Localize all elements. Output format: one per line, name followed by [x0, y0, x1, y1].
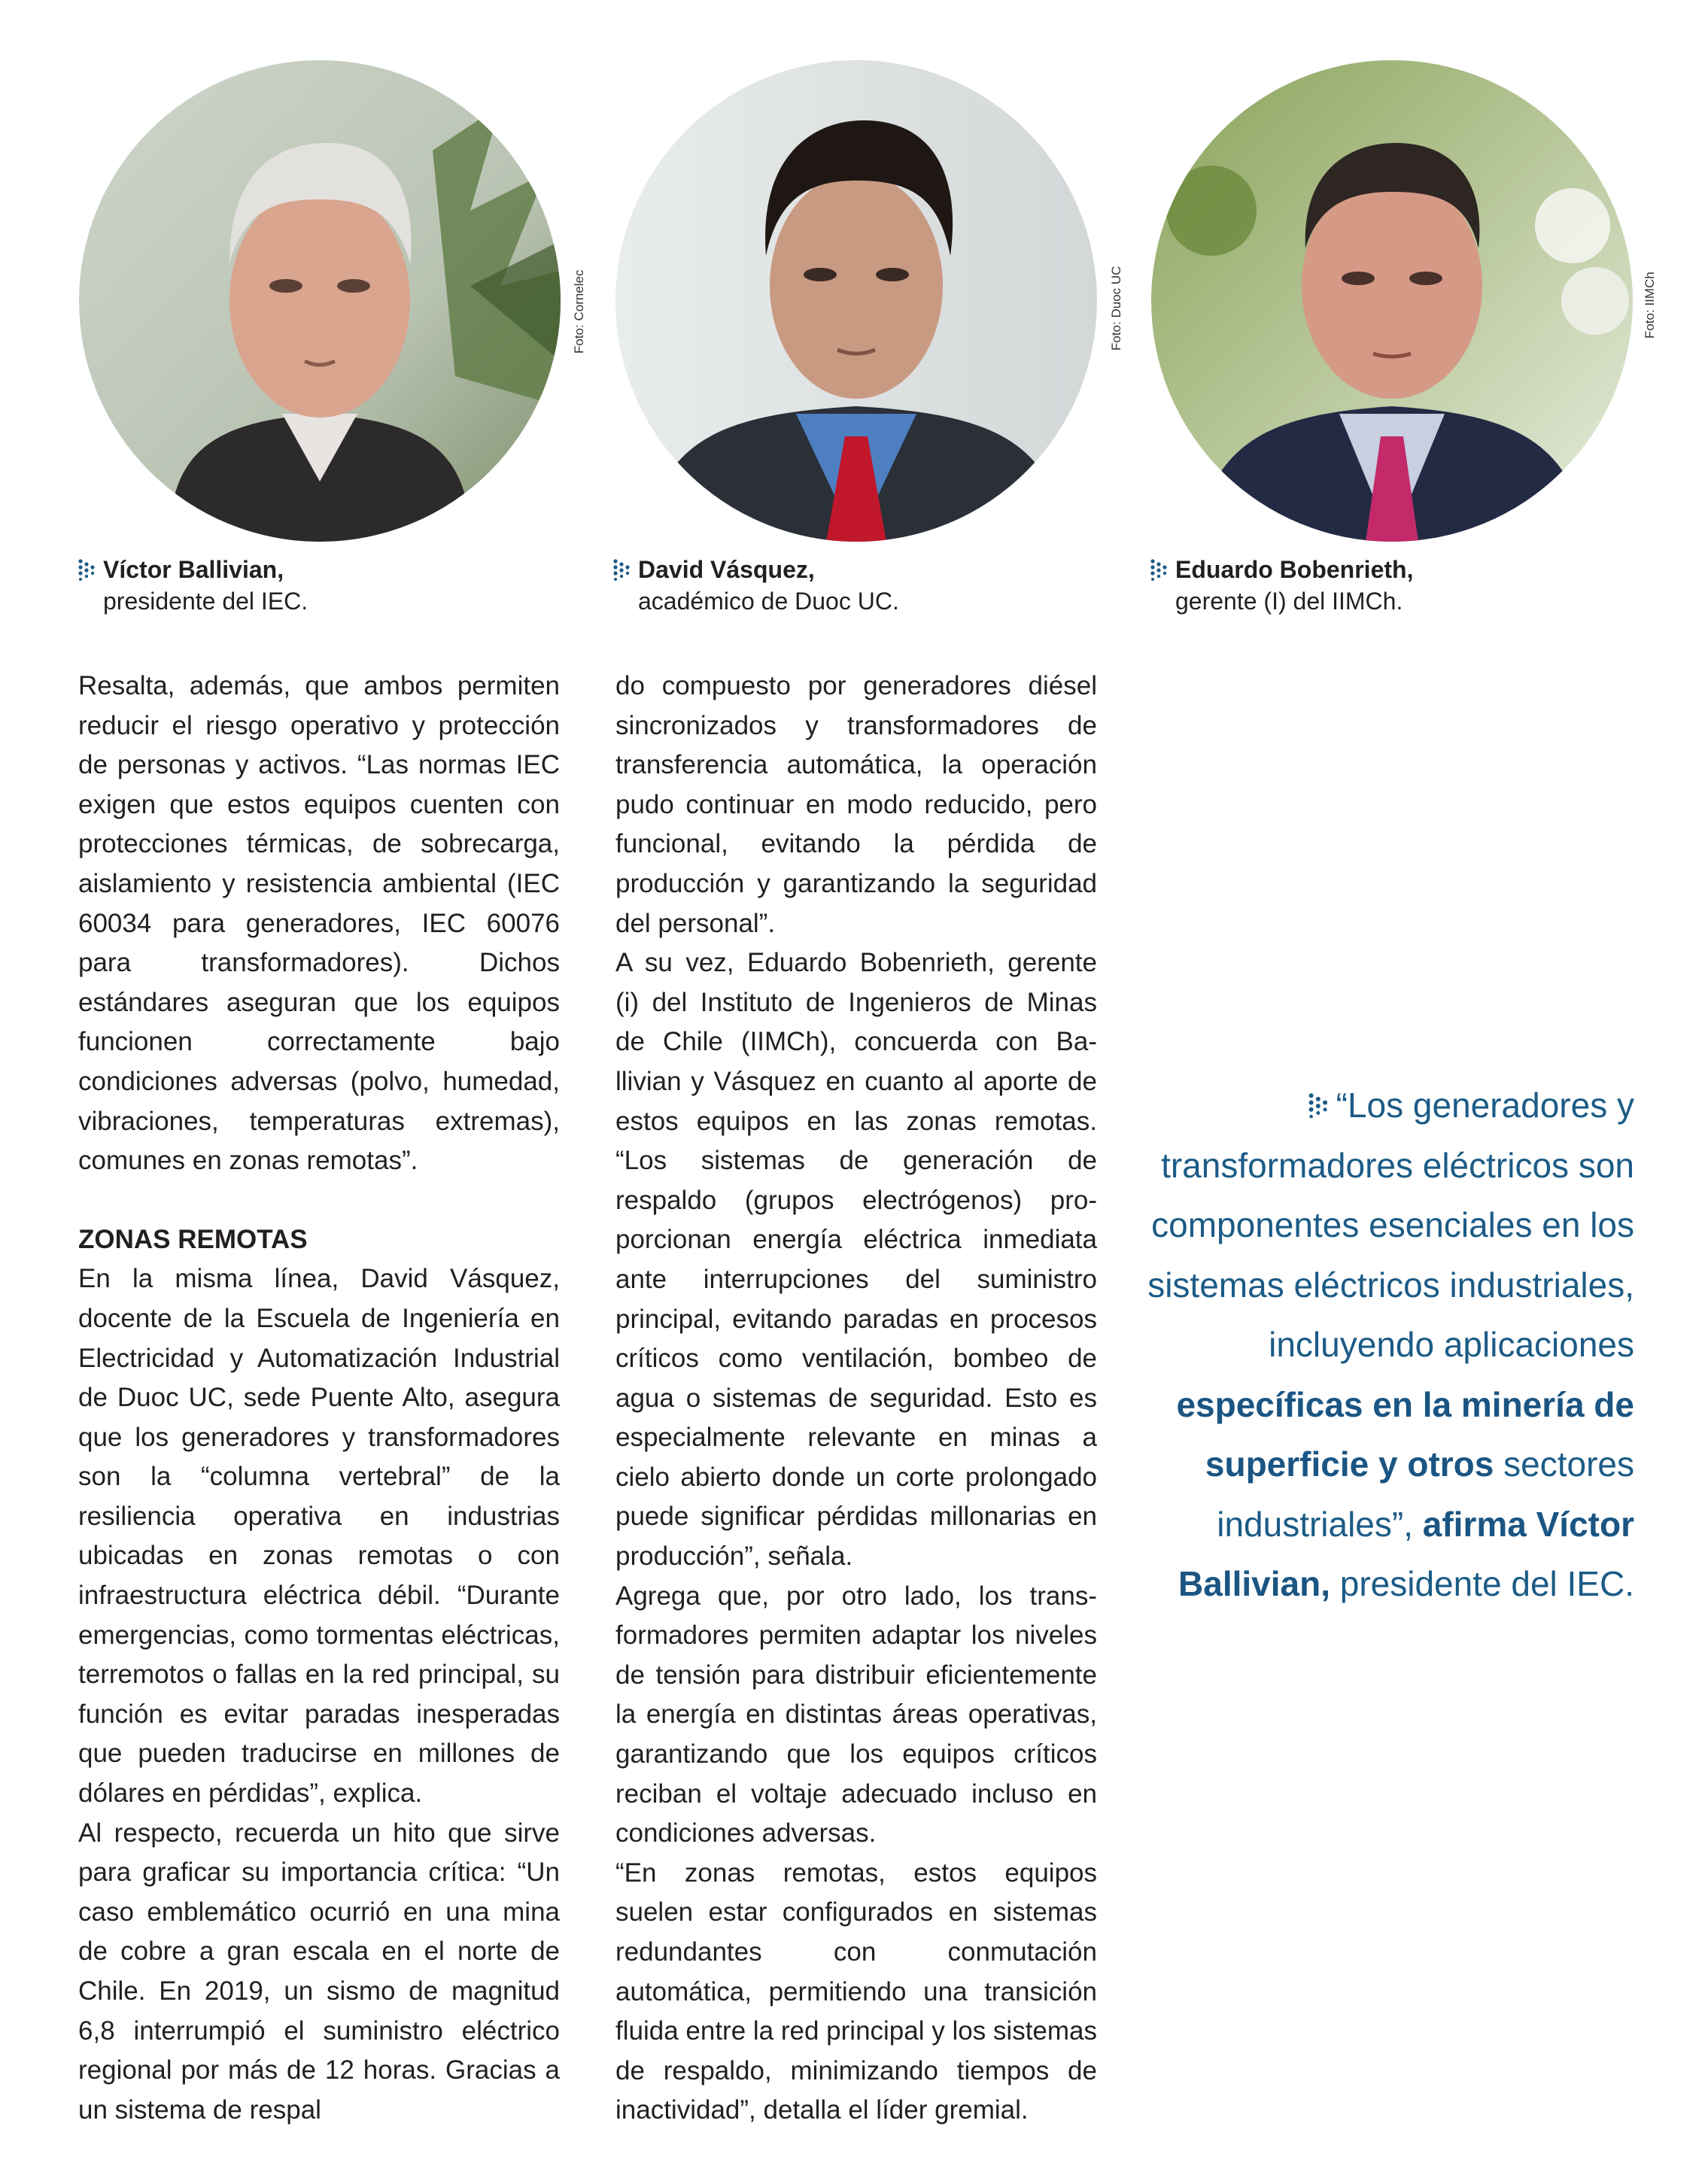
section-heading: ZONAS REMOTAS	[78, 1224, 308, 1254]
paragraph: Al respecto, recuerda un hito que sirve para graficar su importancia crítica: “Un caso emblemático ocurrió en una mina de cobre a gran escala en el norte de Chile. En 2019, un sismo de magnitud 6,8 interrumpió el suministro eléctrico regional por más de 12 horas. Gracias a un sistema de respal	[78, 1818, 560, 2125]
caption-role: académico de Duoc UC.	[638, 588, 899, 615]
portrait-victor-ballivian	[79, 60, 561, 542]
caption-david-vasquez	[638, 554, 1135, 617]
portrait-photo	[79, 60, 561, 542]
dots-arrow-icon	[1150, 558, 1169, 581]
paragraph: Resalta, además, que ambos permiten reducir el riesgo operativo y protección de personas y activos. “Las normas IEC exigen que estos equipos cuenten con protecciones térmicas, de sobrecarga, aislamiento y resistencia ambiental (IEC 60034 para generadores, IEC 60076 para transformadores). Dichos estándares aseguran que los equipos funcionen correctamente bajo condiciones adversas (polvo, humedad, vibraciones, temperaturas extremas), comunes en zonas remotas”.	[78, 671, 560, 1176]
paragraph: Agrega que, por otro lado, los transformadores permiten adaptar los niveles de tensión para distribuir eficientemente la energía en distintas áreas operativas, garantizando que los equipos críticos reciban el voltaje adecuado incluso en condiciones adversas.	[615, 1581, 1097, 1848]
photo-credit: Foto: IIMCh	[1643, 272, 1657, 339]
dots-arrow-icon	[1308, 1092, 1330, 1119]
portrait-david-vasquez	[615, 60, 1097, 542]
article-column-left	[78, 667, 560, 2130]
photo-credit: Foto: Cornelec	[572, 269, 586, 354]
caption-eduardo-bobenrieth	[1175, 554, 1672, 617]
portrait-photo	[615, 60, 1097, 542]
paragraph: “En zonas remotas, estos equipos suelen estar configurados en sistemas redundantes con conmutación automática, permitiendo una transición fluida entre la red principal y los sistemas de respaldo, minimizando tiempos de inactividad”, detalla el líder gremial.	[615, 1858, 1098, 2125]
paragraph: A su vez, Eduardo Bobenrieth, gerente (i) del Instituto de Ingenieros de Minas de Chile (IIMCh), concuerda con Ballivian y Vásquez en cuanto al aporte de estos equipos en las zonas remotas. “Los sistemas de generación de respaldo (grupos electrógenos) proporcionan energía eléctrica inmediata ante interrupciones del suministro principal, evitando paradas en procesos críticos como ventilación, bombeo de agua o sistemas de seguridad. Esto es especialmente relevante en minas a cielo abierto donde un corte prolongado puede significar pérdidas millonarias en producción”, señala.	[615, 948, 1097, 1572]
caption-name: Eduardo Bobenrieth,	[1175, 556, 1414, 583]
portrait-eduardo-bobenrieth	[1151, 60, 1633, 542]
portrait-photo	[1151, 60, 1633, 542]
paragraph: En la misma línea, David Vásquez, docente de la Escuela de Ingeniería en Electricidad y Automatización Industrial de Duoc UC, sede Puente Alto, asegura que los generadores y transformadores son la “columna vertebral” de la resiliencia operativa en industrias ubicadas en zonas remotas o con infraestructura eléctrica débil. “Durante emergencias, como tormentas eléctricas, terremotos o fallas en la red principal, su función es evitar paradas inesperadas que pueden traducirse en millones de dólares en pérdidas”, explica.	[78, 1264, 560, 1809]
caption-name: Víctor Ballivian,	[103, 556, 284, 583]
pull-quote	[1144, 1076, 1634, 1615]
spacer	[78, 1181, 560, 1220]
photo-credit: Foto: Duoc UC	[1109, 266, 1123, 351]
paragraph: do compuesto por generadores diésel sincronizados y transformadores de transferencia automática, la operación pudo continuar en modo reducido, pero funcional, evitando la pérdida de producción y garantizando la seguridad del personal”.	[615, 671, 1097, 938]
caption-victor-ballivian	[103, 554, 600, 617]
caption-name: David Vásquez,	[638, 556, 815, 583]
article-column-middle	[615, 667, 1097, 2131]
quote-text: sectores industriales”,	[1217, 1444, 1634, 1544]
dots-arrow-icon	[612, 558, 632, 581]
quote-attribution-role: presidente del IEC.	[1339, 1564, 1634, 1603]
quote-text: “Los generadores y transformadores eléctricos son componentes esenciales en los sistemas eléctricos industriales, incluyendo aplicaciones	[1147, 1086, 1634, 1364]
quote-attribution: afirma Víctor Ballivian,	[1178, 1504, 1634, 1603]
dots-arrow-icon	[77, 558, 97, 581]
caption-role: gerente (I) del IIMCh.	[1175, 588, 1403, 615]
quote-emphasis: específicas en la minería de superficie y otros	[1176, 1384, 1634, 1484]
caption-role: presidente del IEC.	[103, 588, 308, 615]
